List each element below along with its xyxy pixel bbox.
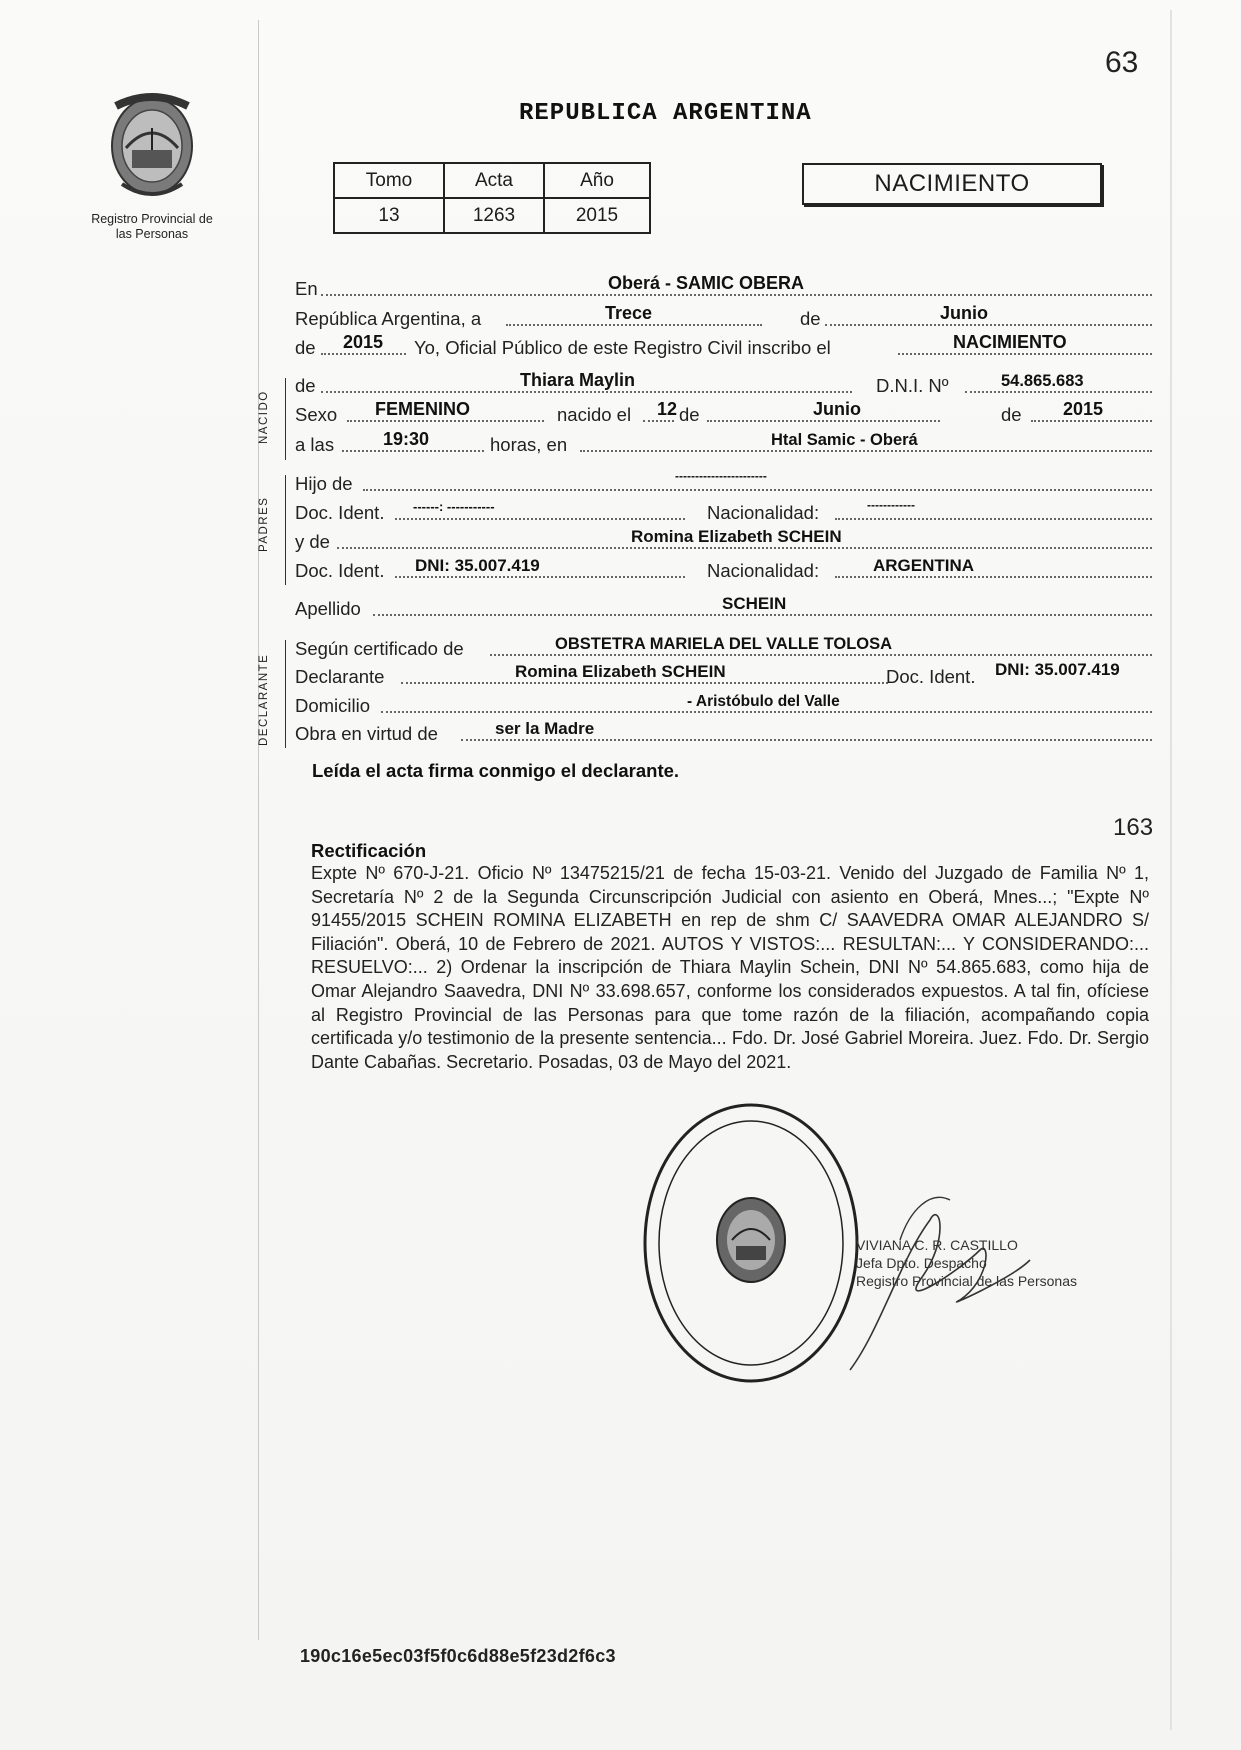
sexo-value: FEMENINO [375, 399, 471, 419]
dotted-leader [825, 324, 1152, 326]
margin-line [258, 20, 259, 1640]
dotted-leader [835, 576, 1152, 578]
mother-doc-value: DNI: 35.007.419 [415, 556, 540, 575]
provincial-seal-icon [96, 88, 208, 206]
anio-value: 2015 [544, 198, 650, 233]
oficial-text: Yo, Oficial Público de este Registro Civil inscribo el [414, 337, 831, 358]
horas-en-label: horas, en [490, 434, 568, 455]
rectificacion-title: Rectificación [311, 840, 427, 861]
registry-caption: Registro Provincial de las Personas [91, 212, 213, 241]
domicilio-label: Domicilio [295, 695, 371, 716]
acta-value: 1263 [444, 198, 544, 233]
record-type-box: NACIMIENTO [802, 163, 1102, 205]
section-bar [285, 640, 286, 748]
signer-title: Jefa Dpto. Despacho [856, 1255, 987, 1271]
dni-label: D.N.I. Nº [876, 375, 949, 396]
sexo-label: Sexo [295, 404, 338, 425]
form-line-date [295, 303, 1152, 330]
en-label: En [295, 278, 318, 299]
form-line-declarante [295, 660, 1152, 688]
form-line-doc2 [295, 558, 1152, 582]
section-bar [285, 475, 286, 585]
apellido-value: SCHEIN [722, 594, 787, 613]
nacido-el-label: nacido el [557, 404, 632, 425]
folio-number: 63 [1105, 46, 1139, 79]
padres-label: PADRES [258, 496, 270, 552]
a-las-label: a las [295, 434, 335, 455]
doc-ident-label: Doc. Ident. [886, 666, 976, 687]
dotted-leader [1031, 420, 1152, 422]
birthplace-value: Htal Samic - Oberá [771, 431, 918, 449]
dotted-leader [395, 518, 685, 520]
form-line-nombre [295, 370, 1152, 397]
form-line-certificado [295, 636, 1152, 660]
dotted-leader [490, 654, 1152, 656]
dotted-leader [580, 450, 1152, 452]
page-edge [1170, 10, 1172, 1730]
declarante-value: Romina Elizabeth SCHEIN [515, 662, 726, 681]
day-value: Trece [605, 303, 653, 323]
apellido-label: Apellido [295, 598, 361, 619]
signer-office: Registro Provincial de las Personas [856, 1273, 1077, 1289]
form-line-en [295, 273, 1152, 300]
form-line-sexo [295, 399, 1152, 426]
dotted-leader [461, 739, 1152, 741]
hora-value: 19:30 [383, 429, 430, 449]
dotted-leader [835, 518, 1152, 520]
nacionalidad-label: Nacionalidad: [707, 502, 820, 523]
republica-label: República Argentina, a [295, 308, 482, 329]
doc-ident-label: Doc. Ident. [295, 502, 385, 523]
registry-table [333, 162, 651, 234]
dotted-leader [707, 420, 940, 422]
dotted-leader [363, 489, 1152, 491]
document-hash: 190c16e5ec03f5f0c6d88e5f23d2f6c3 [300, 1646, 616, 1666]
birth-month-value: Junio [813, 399, 861, 419]
official-stamp-icon [640, 1100, 862, 1386]
closing-statement: Leída el acta firma conmigo el declarante. [312, 760, 680, 781]
obra-label: Obra en virtud de [295, 723, 438, 744]
declarante-label: DECLARANTE [258, 653, 270, 746]
mother-value: Romina Elizabeth SCHEIN [631, 527, 842, 546]
dotted-leader [321, 353, 406, 355]
birth-year-value: 2015 [1063, 399, 1104, 419]
father-value: ----------------------- [675, 469, 767, 483]
dotted-leader [898, 353, 1152, 355]
year-value: 2015 [343, 332, 384, 352]
nacionalidad-label: Nacionalidad: [707, 560, 820, 581]
anio-label: Año [544, 163, 650, 198]
dotted-leader [381, 711, 1152, 713]
signature-block [856, 1236, 1077, 1290]
acta-label: Acta [444, 163, 544, 198]
obra-value: ser la Madre [495, 719, 595, 738]
certificado-value: OBSTETRA MARIELA DEL VALLE TOLOSA [555, 635, 893, 653]
de-label: de [679, 404, 700, 425]
form-line-inscribo [295, 332, 1152, 359]
dotted-leader [347, 420, 544, 422]
place-value: Oberá - SAMIC OBERA [608, 273, 805, 293]
y-de-label: y de [295, 531, 330, 552]
form-line-hijo [295, 471, 1152, 495]
form-line-hora [295, 429, 1152, 456]
rectificacion-body: Expte Nº 670-J-21. Oficio Nº 13475215/21 de fecha 15-03-21. Venido del Juzgado de Familia Nº 1, Secretaría Nº 2 de la Segunda Circunscripción Judicial con asiento en Oberá, Mnes...; "Expte Nº 91455/2015 SCHEIN ROMINA ELIZABETH en rep de shm C/ SAAVEDRA OMAR ALEJANDRO S/ Filiación". Oberá, 10 de Febrero de 2021. AUTOS Y VISTOS:... RESULTAN:... Y CONSIDERANDO:... RESUELVO:... 2) Ordenar la inscripción de Thiara Maylin Schein, DNI Nº 54.865.683, como hija de Omar Alejandro Saavedra, DNI Nº 33.698.657, conforme los considerados expuestos. A tal fin, ofíciese al Registro Provincial de las Personas para que tome razón de la filiación, acompañando copia certificada y/o testimonio de la presente sentencia... Fdo. Dr. José Gabriel Moreira. Juez. Fdo. Dr. Sergio Dante Cabañas. Secretario. Posadas, 03 de Mayo del 2021. [311, 863, 1149, 1072]
nacido-label: NACIDO [258, 390, 270, 444]
dotted-leader [342, 450, 484, 452]
doc-ident-label: Doc. Ident. [295, 560, 385, 581]
form-line-domicilio [295, 693, 1152, 717]
dotted-leader [321, 294, 1152, 296]
form-line-apellido [295, 596, 1152, 620]
inscribo-value: NACIMIENTO [953, 332, 1067, 352]
dotted-leader [965, 391, 1152, 393]
certificado-label: Según certificado de [295, 638, 464, 659]
dotted-leader [506, 324, 762, 326]
dni-value: 54.865.683 [1001, 372, 1084, 390]
dotted-leader [395, 576, 685, 578]
de-label: de [295, 337, 316, 358]
domicilio-value: - Aristóbulo del Valle [687, 693, 840, 710]
name-value: Thiara Maylin [520, 370, 636, 390]
father-nationality-value: ------------ [867, 498, 915, 512]
birth-day-value: 12 [657, 399, 678, 419]
declarante-doc-value: DNI: 35.007.419 [995, 660, 1120, 679]
tomo-label: Tomo [334, 163, 444, 198]
form-line-doc1 [295, 500, 1152, 524]
annotation-number: 163 [1113, 814, 1154, 841]
father-doc-value: ------: ----------- [413, 499, 495, 514]
mother-nationality-value: ARGENTINA [873, 556, 975, 575]
dotted-leader [373, 614, 1152, 616]
de-label: de [800, 308, 821, 329]
dotted-leader [321, 391, 852, 393]
form-line-obra [295, 721, 1152, 745]
section-bar [285, 378, 286, 460]
dotted-leader [337, 547, 1152, 549]
tomo-value: 13 [334, 198, 444, 233]
document-title: REPUBLICA ARGENTINA [519, 100, 812, 127]
month-value: Junio [940, 303, 988, 323]
signer-name: VIVIANA C. R. CASTILLO [856, 1237, 1018, 1253]
hijo-de-label: Hijo de [295, 473, 353, 494]
dotted-leader [643, 420, 674, 422]
declarante-label: Declarante [295, 666, 385, 687]
dotted-leader [401, 682, 888, 684]
de-label: de [1001, 404, 1022, 425]
form-line-madre [295, 529, 1152, 553]
de-label: de [295, 375, 316, 396]
